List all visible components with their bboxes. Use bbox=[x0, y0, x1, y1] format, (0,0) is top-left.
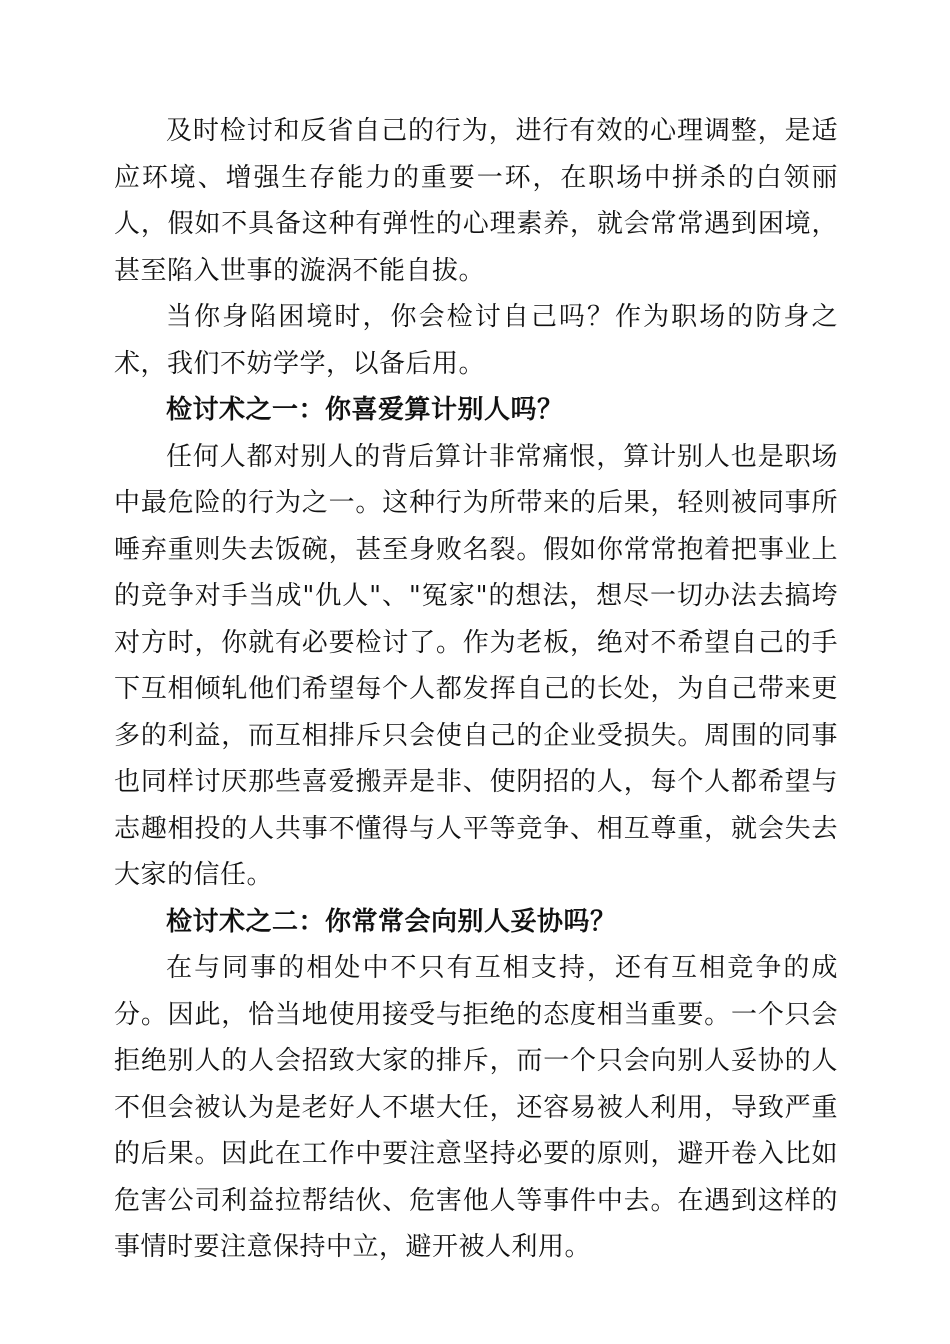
paragraph: 及时检讨和反省自己的行为，进行有效的心理调整，是适应环境、增强生存能力的重要一环，在职场中拼杀的白领丽人，假如不具备这种有弹性的心理素养，就会常常遇到困境，甚至陷入世事的漩涡不能自拔。 bbox=[114, 116, 838, 286]
section-heading: 检讨术之二：你常常会向别人妥协吗？ bbox=[166, 906, 617, 937]
paragraph: 在与同事的相处中不只有互相支持，还有互相竞争的成分。因此，恰当地使用接受与拒绝的态度相当重要。一个只会拒绝别人的人会招致大家的排斥，而一个只会向别人妥协的人不但会被认为是老好人不堪大任，还容易被人利用，导致严重的后果。因此在工作中要注意坚持必要的原则，避开卷入比如危害公司利益拉帮结伙、危害他人等事件中去。在遇到这样的事情时要注意保持中立，避开被人利用。 bbox=[114, 953, 838, 1262]
section-heading: 检讨术之一：你喜爱算计别人吗？ bbox=[166, 395, 564, 425]
document-body bbox=[114, 108, 838, 1271]
paragraph: 任何人都对别人的背后算计非常痛恨，算计别人也是职场中最危险的行为之一。这种行为所带来的后果，轻则被同事所唾弃重则失去饭碗，甚至身败名裂。假如你常常抱着把事业上的竞争对手当成"仇人"、"冤家"的想法，想尽一切办法去搞垮对方时，你就有必要检讨了。作为老板，绝对不希望自己的手下互相倾轧他们希望每个人都发挥自己的长处，为自己带来更多的利益，而互相排斥只会使自己的企业受损失。周围的同事也同样讨厌那些喜爱搬弄是非、使阴招的人，每个人都希望与志趣相投的人共事不懂得与人平等竞争、相互尊重，就会失去大家的信任。 bbox=[114, 441, 838, 890]
paragraph: 当你身陷困境时，你会检讨自己吗？作为职场的防身之术，我们不妨学学，以备后用。 bbox=[114, 302, 838, 379]
